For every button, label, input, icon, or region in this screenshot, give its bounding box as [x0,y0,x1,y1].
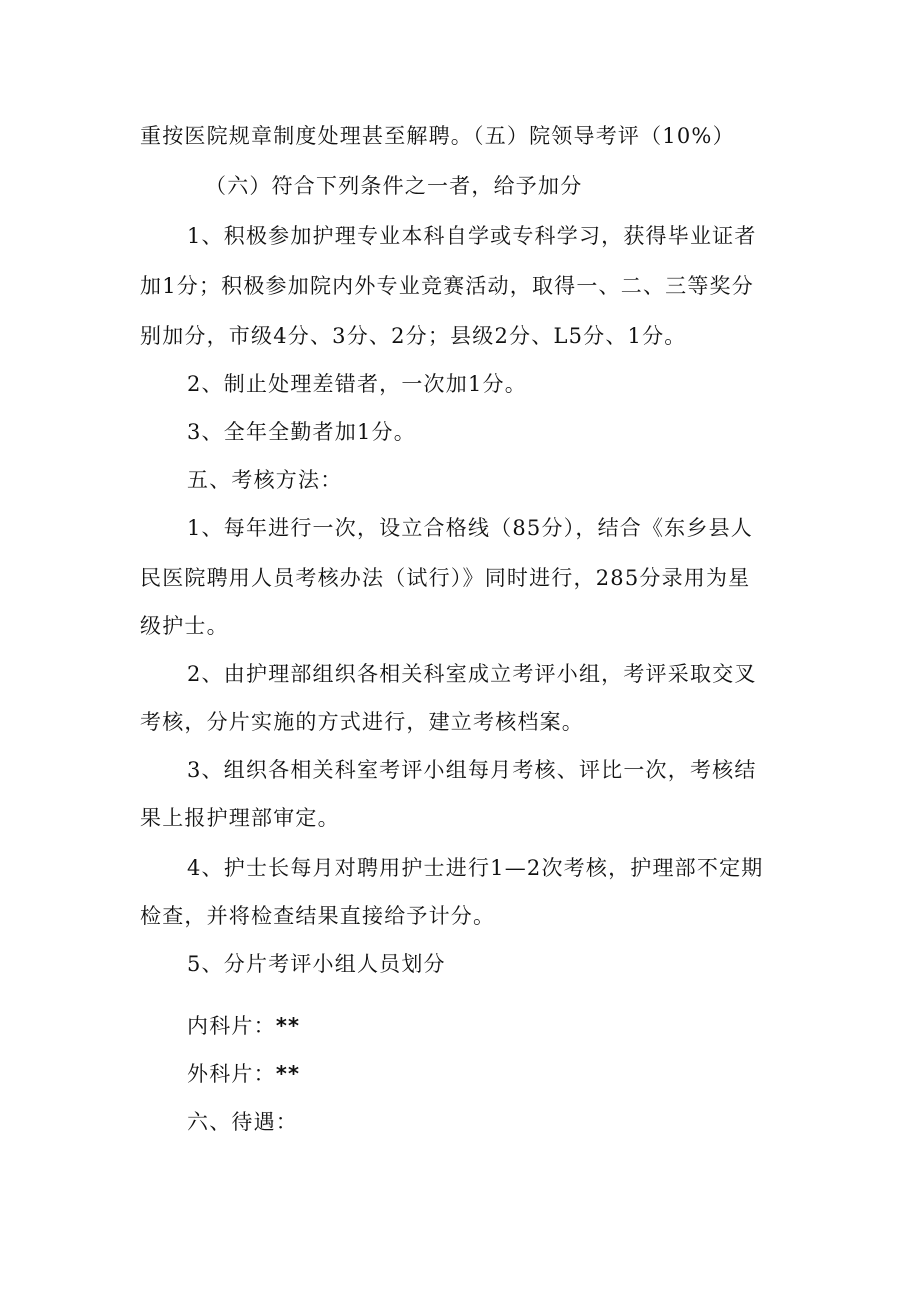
paragraph-line: 加1分；积极参加院内外专业竞赛活动，取得一、二、三等奖分 [140,274,754,298]
paragraph-line: 1、每年进行一次，设立合格线（85分），结合《东乡县人 [187,516,753,540]
group-surgical-members: ** [275,1062,301,1086]
group-internal-members: ** [275,1014,301,1038]
section-heading-method: 五、考核方法： [187,468,343,492]
paragraph-line: 5、分片考评小组人员划分 [187,952,446,976]
paragraph-line: 2、制止处理差错者，一次加1分。 [187,372,527,396]
paragraph-line: 2、由护理部组织各相关科室成立考评小组，考评采取交叉 [187,662,757,686]
paragraph-line: 别加分，市级4分、3分、2分；县级2分、L5分、1分。 [140,324,687,348]
paragraph-line: 考核，分片实施的方式进行，建立考核档案。 [140,710,584,734]
group-surgical-label: 外科片： [187,1062,276,1086]
section-heading-bonus: （六）符合下列条件之一者，给予加分 [205,174,583,198]
section-heading-benefits: 六、待遇： [187,1110,298,1134]
paragraph-line: 3、全年全勤者加1分。 [187,420,416,444]
paragraph-line: 级护士。 [140,614,229,638]
group-internal-label: 内科片： [187,1014,276,1038]
paragraph-line: 果上报护理部审定。 [140,806,340,830]
group-internal [187,1012,300,1040]
group-surgical [187,1060,300,1088]
paragraph-line: 检查，并将检查结果直接给予计分。 [140,904,496,928]
paragraph-line: 重按医院规章制度处理甚至解聘。（五）院领导考评（10%） [140,124,735,148]
paragraph-line: 民医院聘用人员考核办法（试行）》同时进行，285分录用为星 [140,566,751,590]
paragraph-line: 3、组织各相关科室考评小组每月考核、评比一次，考核结 [187,758,757,782]
paragraph-line: 4、护士长每月对聘用护士进行1—2次考核，护理部不定期 [187,856,764,880]
paragraph-line: 1、积极参加护理专业本科自学或专科学习，获得毕业证者 [187,224,757,248]
